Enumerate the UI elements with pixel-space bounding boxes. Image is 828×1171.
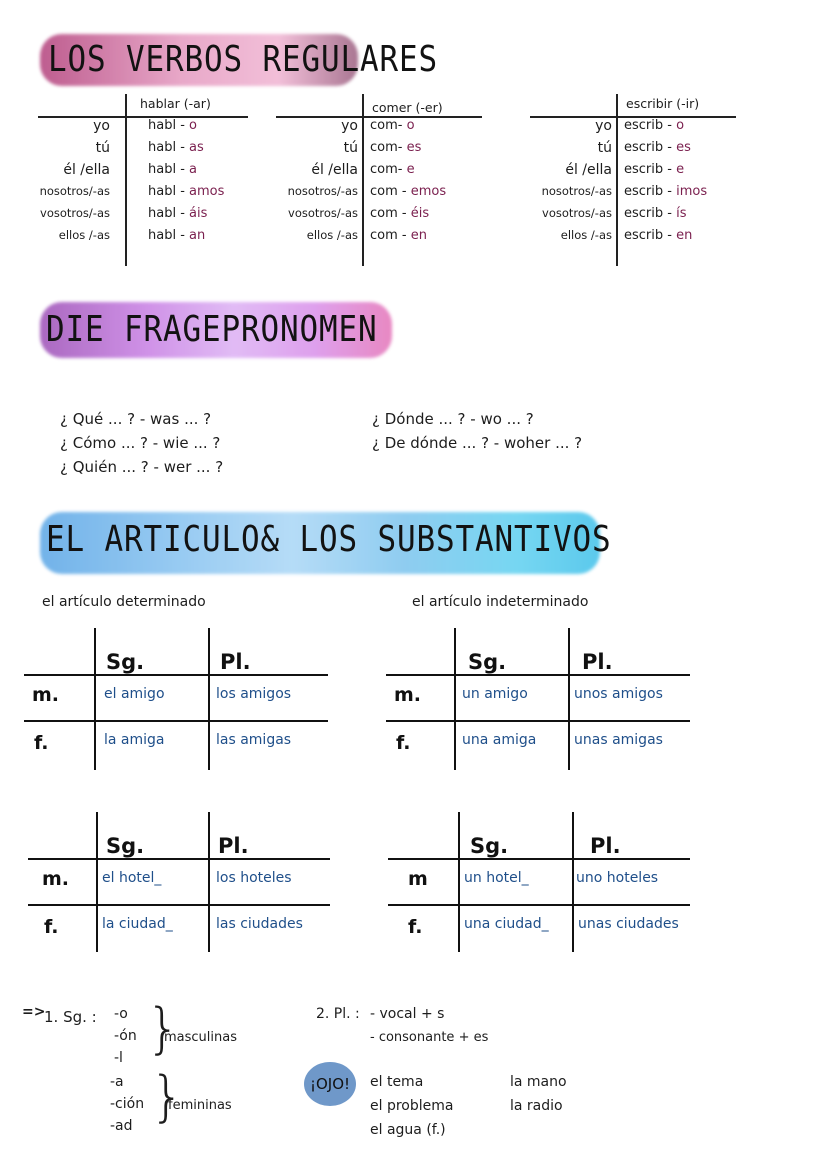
- masc-ending: -o: [114, 1006, 128, 1022]
- header-singular: Sg.: [106, 650, 145, 674]
- verb-conjugation: [624, 162, 684, 177]
- question-donde: ¿ Dónde ... ? - wo ... ?: [372, 410, 534, 428]
- verb-stem: com-: [370, 118, 403, 133]
- header-plural: Pl.: [590, 834, 621, 858]
- fem-ending: -a: [110, 1074, 124, 1090]
- brace-feminine: }: [150, 1065, 185, 1128]
- verb-stem: escrib -: [624, 140, 672, 155]
- exception-item: la mano: [510, 1074, 567, 1090]
- verb-pronoun: nosotros/-as: [541, 184, 612, 198]
- verb-pronoun: ellos /-as: [306, 228, 358, 242]
- verb-table-title: hablar (-ar): [140, 96, 211, 111]
- verb-table-title: comer (-er): [372, 100, 443, 115]
- gender-masculine: m.: [394, 684, 422, 706]
- gender-masculine: m.: [42, 868, 70, 890]
- cell-singular: una ciudad_: [464, 916, 549, 932]
- header-singular: Sg.: [106, 834, 145, 858]
- verb-pronoun: él /ella: [311, 162, 358, 178]
- verb-conjugation: [148, 140, 204, 155]
- fem-ending: -ad: [110, 1118, 133, 1134]
- verb-pronoun: ellos /-as: [560, 228, 612, 242]
- verb-pronoun: tú: [597, 140, 612, 156]
- question-como: ¿ Cómo ... ? - wie ... ?: [60, 434, 221, 452]
- verb-pronoun: vosotros/-as: [40, 206, 110, 220]
- question-quien: ¿ Quién ... ? - wer ... ?: [60, 458, 224, 476]
- verb-pronoun: yo: [93, 118, 110, 134]
- verb-ending: áis: [189, 206, 208, 221]
- verb-stem: habl -: [148, 206, 185, 221]
- plural-rule: - vocal + s: [370, 1006, 445, 1022]
- brace-masculine: }: [146, 997, 181, 1060]
- heading-verbs: LOS VERBOS REGULARES: [48, 39, 438, 80]
- verb-ending: an: [189, 228, 206, 243]
- verb-conjugation: [624, 206, 686, 221]
- verb-conjugation: [148, 206, 207, 221]
- verb-stem: escrib -: [624, 184, 672, 199]
- verb-table-title: escribir (-ir): [626, 96, 700, 111]
- fem-ending: -ción: [110, 1096, 145, 1112]
- verb-ending: imos: [676, 184, 708, 199]
- verb-pronoun: tú: [343, 140, 358, 156]
- cell-plural: las ciudades: [216, 916, 303, 932]
- verb-ending: o: [406, 118, 415, 133]
- verb-conjugation: [624, 184, 707, 199]
- verb-pronoun: tú: [95, 140, 110, 156]
- verb-conjugation: [370, 162, 415, 177]
- cell-plural: los amigos: [216, 686, 292, 702]
- exception-item: la radio: [510, 1098, 563, 1114]
- cell-singular: el hotel_: [102, 870, 162, 886]
- article-table-indefinite: [386, 628, 690, 770]
- verb-ending: a: [189, 162, 198, 177]
- verb-ending: o: [676, 118, 685, 133]
- ojo-badge: ¡OJO!: [304, 1062, 356, 1106]
- verb-conjugation: [370, 184, 446, 199]
- verb-ending: as: [189, 140, 204, 155]
- cell-plural: unas amigas: [574, 732, 663, 748]
- verb-pronoun: nosotros/-as: [39, 184, 110, 198]
- verb-stem: escrib -: [624, 206, 672, 221]
- gender-feminine: f.: [408, 916, 423, 938]
- cell-plural: unas ciudades: [578, 916, 679, 932]
- verb-ending: e: [406, 162, 415, 177]
- article-table-nouns-definite: [28, 812, 330, 952]
- verb-conjugation: [370, 140, 421, 155]
- verb-stem: habl -: [148, 228, 185, 243]
- rule-arrow: =>: [22, 1004, 46, 1020]
- header-singular: Sg.: [470, 834, 509, 858]
- heading-articles: EL ARTICULO& LOS SUBSTANTIVOS: [46, 519, 612, 560]
- verb-stem: com-: [370, 140, 403, 155]
- verb-ending: emos: [410, 184, 447, 199]
- header-plural: Pl.: [220, 650, 251, 674]
- subtitle-indefinite-article: el artículo indeterminado: [412, 594, 589, 610]
- verb-stem: habl -: [148, 162, 185, 177]
- article-table-definite: [24, 628, 328, 770]
- cell-singular: la ciudad_: [102, 916, 173, 932]
- exception-item: el agua (f.): [370, 1122, 446, 1138]
- verb-pronoun: vosotros/-as: [542, 206, 612, 220]
- cell-singular: el amigo: [104, 686, 165, 702]
- cell-singular: un hotel_: [464, 870, 529, 886]
- exception-item: el tema: [370, 1074, 424, 1090]
- verb-conjugation: [148, 228, 205, 243]
- cell-plural: uno hoteles: [576, 870, 659, 886]
- label-masculine: masculinas: [164, 1030, 237, 1045]
- verb-ending: amos: [189, 184, 225, 199]
- verb-pronoun: él /ella: [63, 162, 110, 178]
- verb-conjugation: [370, 206, 429, 221]
- gender-feminine: f.: [396, 732, 411, 754]
- rule-singular-label: 1. Sg. :: [44, 1008, 97, 1026]
- gender-feminine: f.: [44, 916, 59, 938]
- cell-singular: una amiga: [462, 732, 537, 748]
- verb-ending: en: [676, 228, 693, 243]
- verb-conjugation: [148, 118, 197, 133]
- article-table-nouns-indefinite: [388, 812, 690, 952]
- verb-ending: éis: [410, 206, 430, 221]
- exception-item: el problema: [370, 1098, 454, 1114]
- verb-pronoun: ellos /-as: [58, 228, 110, 242]
- verb-ending: o: [189, 118, 198, 133]
- verb-stem: habl -: [148, 184, 185, 199]
- question-de-donde: ¿ De dónde ... ? - woher ... ?: [372, 434, 583, 452]
- verb-conjugation: [624, 140, 691, 155]
- gender-masculine: m: [408, 868, 428, 890]
- verb-pronoun: nosotros/-as: [287, 184, 358, 198]
- cell-plural: unos amigos: [574, 686, 663, 702]
- heading-question-words: DIE FRAGEPRONOMEN: [46, 309, 378, 350]
- verb-ending: en: [410, 228, 427, 243]
- verb-ending: ís: [676, 206, 687, 221]
- verb-pronoun: yo: [341, 118, 358, 134]
- verb-stem: com-: [370, 162, 403, 177]
- gender-masculine: m.: [32, 684, 60, 706]
- masc-ending: -ón: [114, 1028, 137, 1044]
- verb-conjugation: [148, 184, 224, 199]
- cell-plural: las amigas: [216, 732, 292, 748]
- cell-singular: un amigo: [462, 686, 528, 702]
- verb-stem: com -: [370, 206, 407, 221]
- cell-plural: los hoteles: [216, 870, 292, 886]
- rule-plural-label: 2. Pl. :: [316, 1006, 360, 1022]
- label-feminine: femininas: [168, 1098, 232, 1113]
- question-que: ¿ Qué ... ? - was ... ?: [60, 410, 212, 428]
- plural-rule: - consonante + es: [370, 1030, 489, 1045]
- verb-conjugation: [370, 228, 427, 243]
- cell-singular: la amiga: [104, 732, 165, 748]
- verb-conjugation: [370, 118, 415, 133]
- verb-stem: com -: [370, 184, 407, 199]
- header-singular: Sg.: [468, 650, 507, 674]
- masc-ending: -l: [114, 1050, 123, 1066]
- header-plural: Pl.: [218, 834, 249, 858]
- verb-stem: habl -: [148, 140, 185, 155]
- verb-stem: habl -: [148, 118, 185, 133]
- verb-stem: escrib -: [624, 162, 672, 177]
- verb-pronoun: él /ella: [565, 162, 612, 178]
- verb-ending: e: [676, 162, 685, 177]
- verb-ending: es: [676, 140, 691, 155]
- header-plural: Pl.: [582, 650, 613, 674]
- verb-stem: com -: [370, 228, 407, 243]
- subtitle-definite-article: el artículo determinado: [42, 594, 206, 610]
- verb-conjugation: [624, 228, 692, 243]
- verb-conjugation: [148, 162, 197, 177]
- verb-conjugation: [624, 118, 684, 133]
- gender-feminine: f.: [34, 732, 49, 754]
- verb-pronoun: vosotros/-as: [288, 206, 358, 220]
- verb-pronoun: yo: [595, 118, 612, 134]
- verb-stem: escrib -: [624, 118, 672, 133]
- verb-ending: es: [406, 140, 422, 155]
- verb-stem: escrib -: [624, 228, 672, 243]
